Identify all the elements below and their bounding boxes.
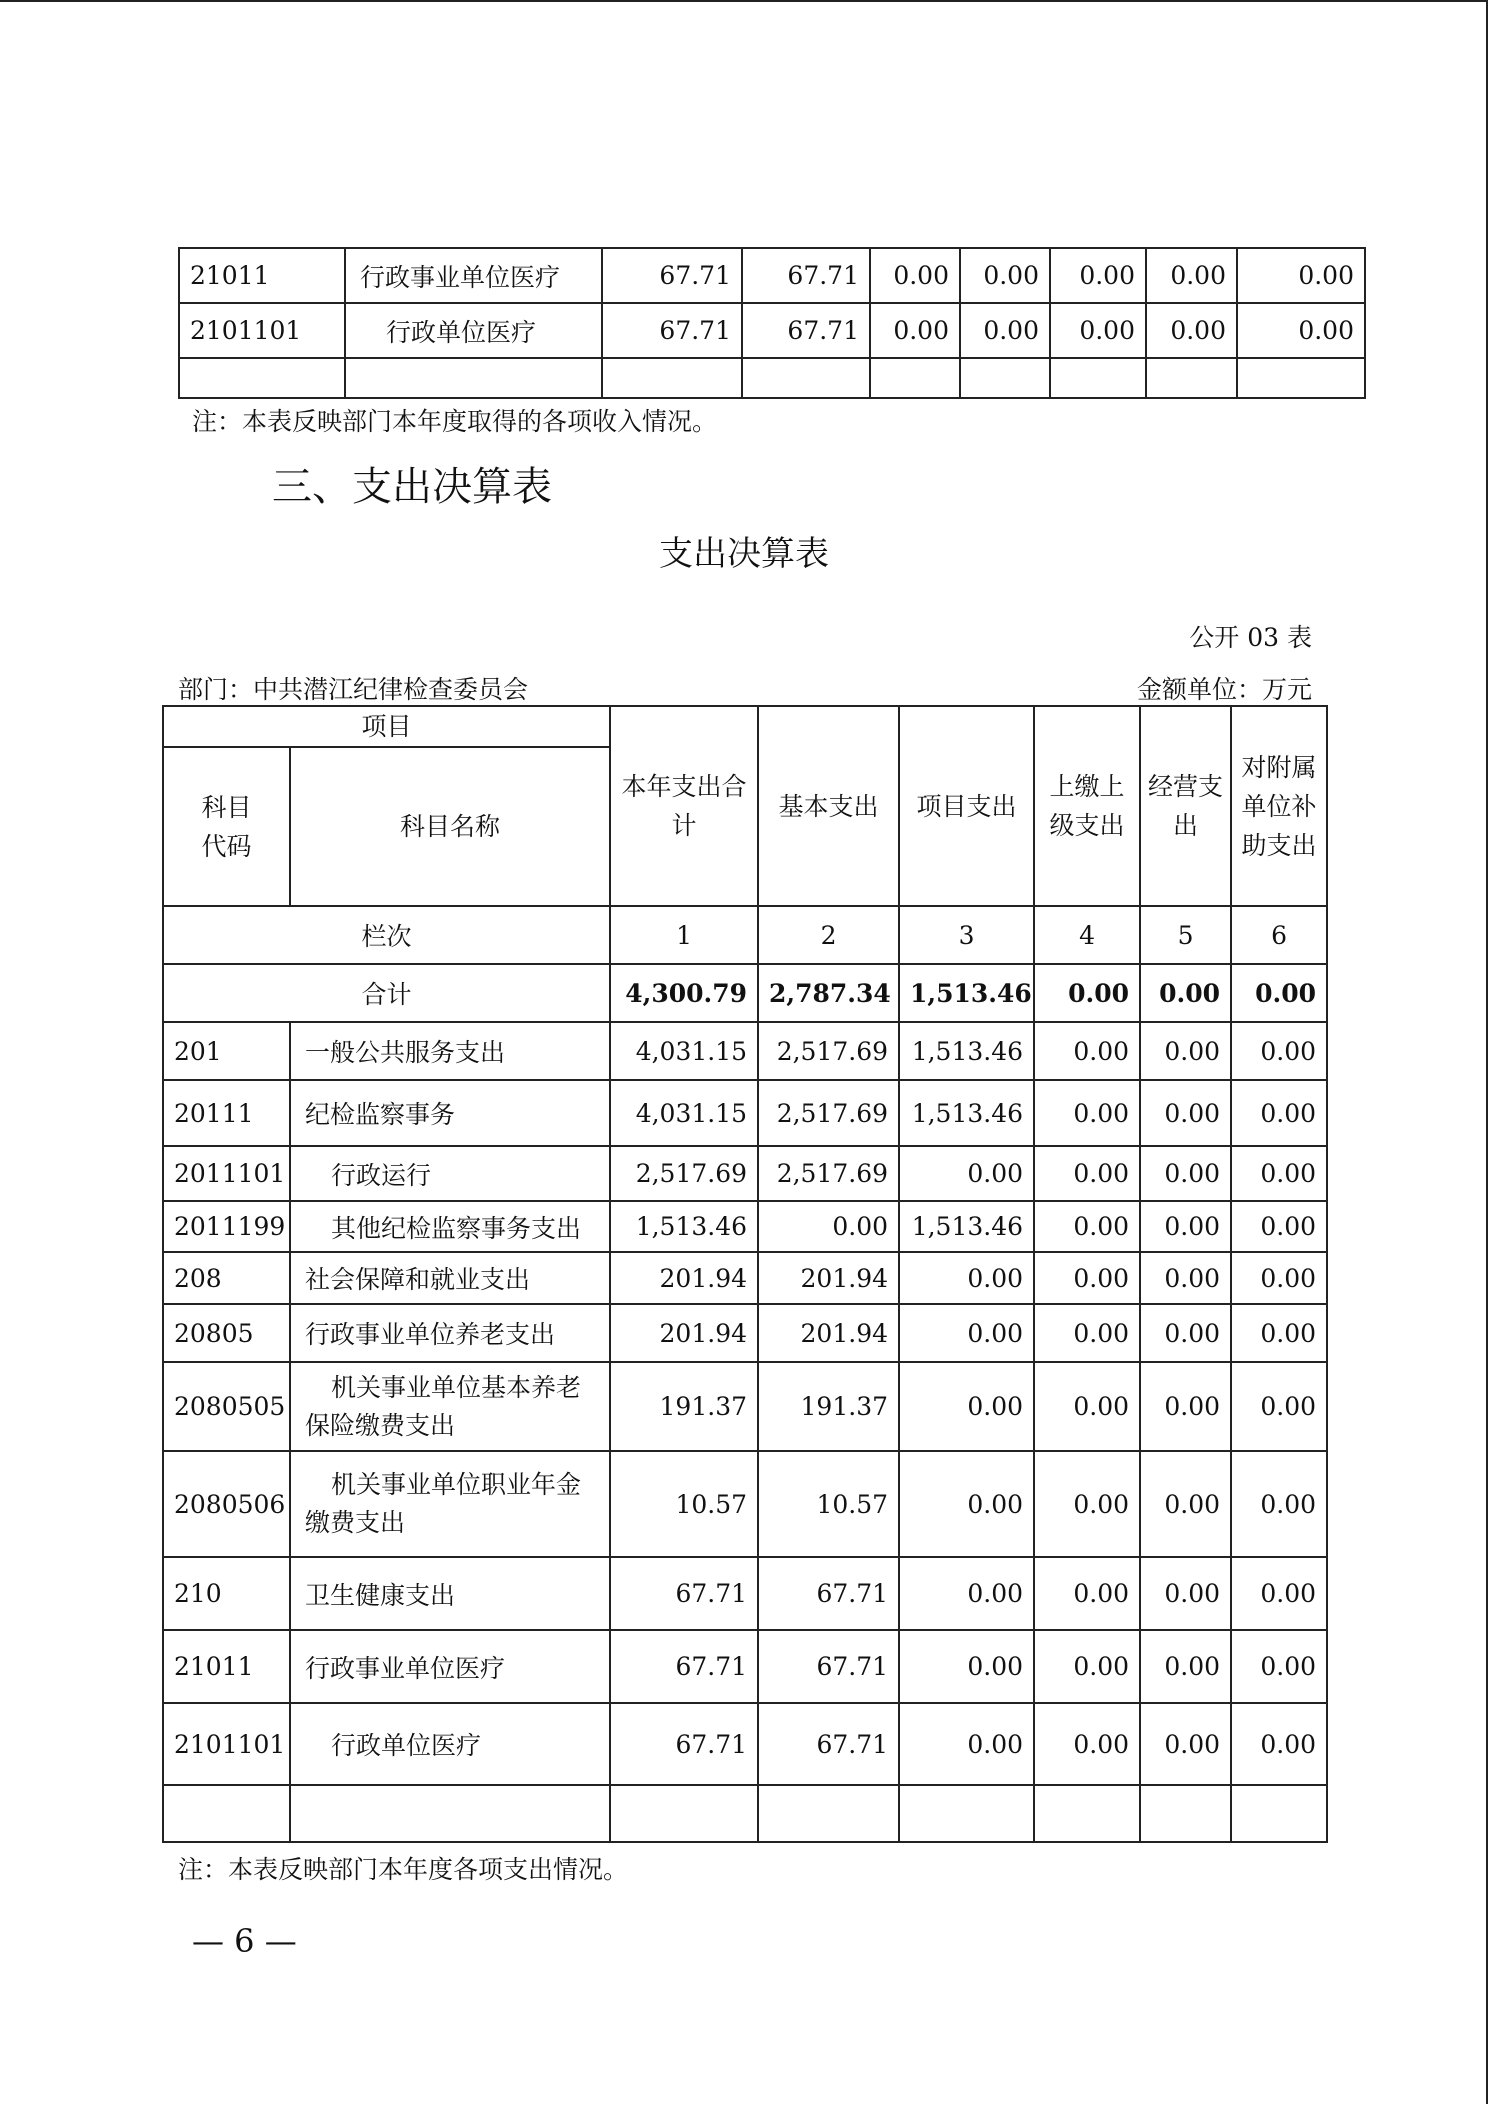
value-cell: 0.00 [899, 1703, 1034, 1785]
header-operating-expenditure: 经营支出 [1140, 706, 1231, 906]
value-cell: 0.00 [1237, 303, 1365, 358]
subject-name: 卫生健康支出 [290, 1557, 610, 1630]
value-cell: 67.71 [602, 303, 742, 358]
table-row [179, 303, 1365, 358]
total-value: 2,787.34 [758, 964, 899, 1022]
subject-code: 201 [163, 1022, 290, 1080]
header-remit-superior: 上缴上级支出 [1034, 706, 1140, 906]
subject-name: 行政事业单位医疗 [290, 1630, 610, 1703]
value-cell: 67.71 [742, 248, 870, 303]
header-basic-expenditure: 基本支出 [758, 706, 899, 906]
value-cell: 0.00 [1140, 1557, 1231, 1630]
value-cell: 0.00 [899, 1451, 1034, 1557]
value-cell: 67.71 [610, 1630, 758, 1703]
value-cell: 0.00 [899, 1304, 1034, 1362]
value-cell: 0.00 [1231, 1022, 1327, 1080]
value-cell: 201.94 [758, 1304, 899, 1362]
value-cell: 0.00 [1231, 1201, 1327, 1252]
page-number: — 6 — [192, 1922, 297, 1960]
column-index: 4 [1034, 906, 1140, 964]
page-top-border [0, 0, 1488, 2]
table-row [163, 1304, 1327, 1362]
value-cell: 2,517.69 [758, 1146, 899, 1201]
value-cell: 0.00 [758, 1201, 899, 1252]
value-cell: 67.71 [610, 1557, 758, 1630]
value-cell: 1,513.46 [610, 1201, 758, 1252]
header-row [163, 706, 1327, 747]
subject-name: 纪检监察事务 [290, 1080, 610, 1146]
expenditure-table [162, 705, 1328, 1843]
value-cell: 0.00 [899, 1146, 1034, 1201]
value-cell: 0.00 [1231, 1630, 1327, 1703]
value-cell: 0.00 [899, 1362, 1034, 1451]
value-cell: 0.00 [1034, 1557, 1140, 1630]
column-index: 5 [1140, 906, 1231, 964]
previous-table-note: 注：本表反映部门本年度取得的各项收入情况。 [192, 407, 718, 436]
value-cell: 0.00 [1140, 1080, 1231, 1146]
subject-name: 一般公共服务支出 [290, 1022, 610, 1080]
column-index: 6 [1231, 906, 1327, 964]
value-cell: 191.37 [610, 1362, 758, 1451]
value-cell: 2,517.69 [758, 1022, 899, 1080]
total-row [163, 964, 1327, 1022]
document-code: 公开 03 表 [1189, 623, 1312, 652]
subject-code: 2011101 [163, 1146, 290, 1201]
value-cell: 0.00 [870, 303, 960, 358]
table-row [163, 1146, 1327, 1201]
column-index: 1 [610, 906, 758, 964]
value-cell: 2,517.69 [610, 1146, 758, 1201]
value-cell: 0.00 [899, 1252, 1034, 1304]
table-row [163, 1703, 1327, 1785]
previous-income-table [178, 247, 1366, 399]
value-cell: 0.00 [899, 1630, 1034, 1703]
column-index: 3 [899, 906, 1034, 964]
subject-name [290, 1451, 610, 1557]
subject-code: 210 [163, 1557, 290, 1630]
value-cell: 0.00 [1231, 1146, 1327, 1201]
value-cell: 0.00 [1237, 248, 1365, 303]
header-item: 项目 [163, 706, 610, 747]
header-subject-code: 科目代码 [163, 747, 290, 906]
subject-code: 20111 [163, 1080, 290, 1146]
table-row [163, 1630, 1327, 1703]
total-value: 1,513.46 [899, 964, 1034, 1022]
value-cell: 0.00 [1034, 1080, 1140, 1146]
value-cell: 67.71 [758, 1630, 899, 1703]
department-label: 部门：中共潜江纪律检查委员会 [178, 675, 529, 704]
subject-name: 社会保障和就业支出 [290, 1252, 610, 1304]
value-cell: 0.00 [870, 248, 960, 303]
value-cell: 0.00 [1231, 1557, 1327, 1630]
table-note: 注：本表反映部门本年度各项支出情况。 [178, 1855, 629, 1884]
value-cell: 201.94 [610, 1304, 758, 1362]
header-subject-name: 科目名称 [290, 747, 610, 906]
value-cell: 201.94 [610, 1252, 758, 1304]
subject-name: 行政运行 [290, 1146, 610, 1201]
value-cell: 67.71 [742, 303, 870, 358]
subject-name: 行政单位医疗 [345, 303, 602, 358]
value-cell: 0.00 [1140, 1201, 1231, 1252]
empty-row [179, 358, 1365, 398]
value-cell: 0.00 [1034, 1362, 1140, 1451]
value-cell: 2,517.69 [758, 1080, 899, 1146]
value-cell: 1,513.46 [899, 1080, 1034, 1146]
table-row [163, 1557, 1327, 1630]
table-row [179, 248, 1365, 303]
table-row [163, 1201, 1327, 1252]
value-cell: 0.00 [1140, 1703, 1231, 1785]
section-heading: 三、支出决算表 [272, 464, 552, 510]
value-cell: 0.00 [1140, 1022, 1231, 1080]
subject-name-line: 机关事业单位基本养老 [331, 1372, 582, 1402]
value-cell: 0.00 [960, 303, 1050, 358]
table-row [163, 1022, 1327, 1080]
header-subsidy-affiliates: 对附属单位补助支出 [1231, 706, 1327, 906]
subject-code: 2011199 [163, 1201, 290, 1252]
value-cell: 0.00 [1146, 248, 1237, 303]
value-cell: 1,513.46 [899, 1201, 1034, 1252]
value-cell: 0.00 [1140, 1451, 1231, 1557]
subject-name-line: 机关事业单位职业年金 [331, 1470, 582, 1499]
value-cell: 4,031.15 [610, 1080, 758, 1146]
subject-code: 208 [163, 1252, 290, 1304]
value-cell: 0.00 [1050, 248, 1146, 303]
value-cell: 0.00 [1034, 1022, 1140, 1080]
value-cell: 0.00 [1140, 1362, 1231, 1451]
subject-code: 21011 [163, 1630, 290, 1703]
value-cell: 0.00 [899, 1557, 1034, 1630]
value-cell: 0.00 [1231, 1252, 1327, 1304]
value-cell: 191.37 [758, 1362, 899, 1451]
value-cell: 0.00 [1034, 1201, 1140, 1252]
value-cell: 0.00 [1034, 1451, 1140, 1557]
value-cell: 0.00 [1140, 1630, 1231, 1703]
total-value: 0.00 [1034, 964, 1140, 1022]
table-row [163, 1451, 1327, 1557]
value-cell: 4,031.15 [610, 1022, 758, 1080]
value-cell: 67.71 [758, 1703, 899, 1785]
value-cell: 201.94 [758, 1252, 899, 1304]
subject-name [290, 1362, 610, 1451]
table-row [163, 1362, 1327, 1451]
table-row [163, 1252, 1327, 1304]
value-cell: 0.00 [1146, 303, 1237, 358]
subject-code: 2101101 [163, 1703, 290, 1785]
total-value: 0.00 [1140, 964, 1231, 1022]
value-cell: 0.00 [1050, 303, 1146, 358]
value-cell: 67.71 [602, 248, 742, 303]
value-cell: 0.00 [1231, 1362, 1327, 1451]
subject-name: 其他纪检监察事务支出 [290, 1201, 610, 1252]
header-project-expenditure: 项目支出 [899, 706, 1034, 906]
empty-row [163, 1785, 1327, 1842]
subject-code: 20805 [163, 1304, 290, 1362]
subject-name: 行政事业单位医疗 [345, 248, 602, 303]
value-cell: 10.57 [610, 1451, 758, 1557]
value-cell: 67.71 [758, 1557, 899, 1630]
value-cell: 0.00 [1231, 1080, 1327, 1146]
subject-name: 行政单位医疗 [290, 1703, 610, 1785]
subject-code: 2101101 [179, 303, 345, 358]
subject-name: 行政事业单位养老支出 [290, 1304, 610, 1362]
total-value: 0.00 [1231, 964, 1327, 1022]
column-index-row [163, 906, 1327, 964]
value-cell: 0.00 [1034, 1703, 1140, 1785]
table-row [163, 1080, 1327, 1146]
value-cell: 0.00 [1140, 1146, 1231, 1201]
value-cell: 0.00 [1034, 1146, 1140, 1201]
value-cell: 0.00 [1231, 1451, 1327, 1557]
amount-unit-label: 金额单位：万元 [1136, 675, 1312, 704]
value-cell: 0.00 [1034, 1630, 1140, 1703]
value-cell: 0.00 [1231, 1703, 1327, 1785]
subject-name-line: 缴费支出 [305, 1508, 406, 1537]
column-index-label: 栏次 [163, 906, 610, 964]
total-value: 4,300.79 [610, 964, 758, 1022]
value-cell: 67.71 [610, 1703, 758, 1785]
table-title: 支出决算表 [659, 534, 829, 574]
value-cell: 0.00 [1140, 1304, 1231, 1362]
value-cell: 1,513.46 [899, 1022, 1034, 1080]
subject-code: 2080505 [163, 1362, 290, 1451]
value-cell: 0.00 [1034, 1304, 1140, 1362]
subject-name-line: 保险缴费支出 [305, 1410, 456, 1440]
value-cell: 0.00 [1231, 1304, 1327, 1362]
value-cell: 10.57 [758, 1451, 899, 1557]
subject-code: 21011 [179, 248, 345, 303]
value-cell: 0.00 [1034, 1252, 1140, 1304]
total-label: 合计 [163, 964, 610, 1022]
column-index: 2 [758, 906, 899, 964]
value-cell: 0.00 [960, 248, 1050, 303]
value-cell: 0.00 [1140, 1252, 1231, 1304]
subject-code: 2080506 [163, 1451, 290, 1557]
header-total-expenditure: 本年支出合计 [610, 706, 758, 906]
